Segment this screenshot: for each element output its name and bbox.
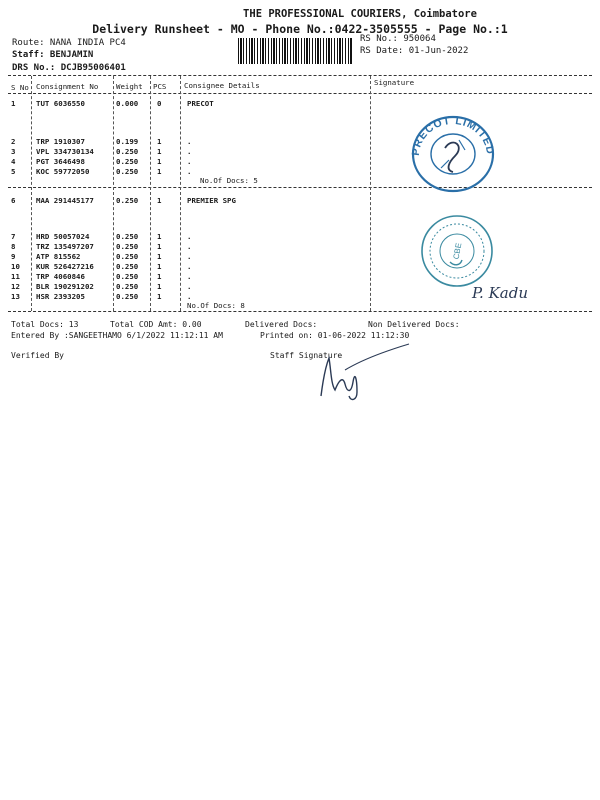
row-weight: 0.000	[116, 99, 139, 108]
col-header-weight: Weight	[116, 82, 143, 91]
row-pcs: 1	[157, 147, 162, 156]
row-pcs: 1	[157, 252, 162, 261]
row-pcs: 1	[157, 262, 162, 271]
row-sno: 8	[11, 242, 16, 251]
row-consignee: .	[187, 167, 192, 176]
total-docs: Total Docs: 13	[11, 320, 79, 329]
row-consignee: .	[187, 137, 192, 146]
row-pcs: 0	[157, 99, 162, 108]
row-weight: 0.250	[116, 262, 139, 271]
staff-signature-label: Staff Signature	[270, 351, 343, 360]
row-weight: 0.250	[116, 167, 139, 176]
table-row	[0, 262, 600, 272]
barcode	[238, 38, 352, 64]
table-header-rule	[8, 93, 592, 94]
row-pcs: 1	[157, 137, 162, 146]
runsheet-title: Delivery Runsheet - MO - Phone No.:0422-3505555 - Page No.:1	[92, 22, 508, 36]
rs-number: RS No.: 950064	[360, 34, 436, 44]
row-weight: 0.250	[116, 232, 139, 241]
row-pcs: 1	[157, 282, 162, 291]
row-consignee: .	[187, 292, 192, 301]
row-sno: 2	[11, 137, 16, 146]
row-consignment: TRP 1910307	[36, 137, 85, 146]
table-bottom-rule	[8, 311, 592, 312]
row-pcs: 1	[157, 272, 162, 281]
row-consignment: MAA 291445177	[36, 196, 94, 205]
row-weight: 0.250	[116, 282, 139, 291]
row-weight: 0.250	[116, 292, 139, 301]
row-pcs: 1	[157, 167, 162, 176]
row-consignment: PGT 3646498	[36, 157, 85, 166]
table-row	[0, 99, 600, 109]
col-header-consignee: Consignee Details	[184, 81, 260, 90]
stamp-text: CBE	[451, 242, 464, 260]
table-row	[0, 167, 600, 177]
row-sno: 1	[11, 99, 16, 108]
entered-by: Entered By :SANGEETHAMO 6/1/2022 11:12:11 AM	[11, 331, 223, 340]
row-sno: 9	[11, 252, 16, 261]
row-weight: 0.250	[116, 242, 139, 251]
row-weight: 0.250	[116, 147, 139, 156]
non-delivered-docs: Non Delivered Docs:	[368, 320, 460, 329]
row-weight: 0.250	[116, 157, 139, 166]
row-consignment: HSR 2393205	[36, 292, 85, 301]
svg-text:PRECOT LIMITED	[410, 115, 496, 156]
row-pcs: 1	[157, 292, 162, 301]
rs-date: RS Date: 01-Jun-2022	[360, 46, 469, 56]
row-consignee: .	[187, 242, 192, 251]
row-pcs: 1	[157, 196, 162, 205]
col-header-pcs: PCS	[153, 82, 167, 91]
group-divider	[8, 187, 592, 188]
row-sno: 13	[11, 292, 20, 301]
row-consignee: PRECOT	[187, 99, 214, 108]
row-consignee: .	[187, 272, 192, 281]
row-consignee: .	[187, 232, 192, 241]
row-pcs: 1	[157, 242, 162, 251]
table-row	[0, 232, 600, 242]
drs-number: DRS No.: DCJB95006401	[12, 63, 126, 73]
row-weight: 0.199	[116, 137, 139, 146]
staff-signature-scribble	[305, 340, 415, 402]
table-row	[0, 157, 600, 167]
staff-label: Staff: BENJAMIN	[12, 50, 94, 60]
table-row	[0, 252, 600, 262]
row-consignee: .	[187, 147, 192, 156]
docs-count-note: No.Of Docs: 8	[187, 301, 245, 310]
row-sno: 11	[11, 272, 20, 281]
row-sno: 5	[11, 167, 16, 176]
col-header-sno: S No	[11, 83, 29, 92]
company-stamp	[405, 110, 500, 195]
row-consignment: HRD 50057024	[36, 232, 90, 241]
row-consignment: ATP 815562	[36, 252, 81, 261]
row-consignment: BLR 190291202	[36, 282, 94, 291]
row-pcs: 1	[157, 232, 162, 241]
row-consignment: KUR 526427216	[36, 262, 94, 271]
row-consignment: TRZ 135497207	[36, 242, 94, 251]
table-row	[0, 147, 600, 157]
row-sno: 3	[11, 147, 16, 156]
row-weight: 0.250	[116, 272, 139, 281]
total-cod-amount: Total COD Amt: 0.00	[110, 320, 202, 329]
row-consignment: TUT 6036550	[36, 99, 85, 108]
row-consignment: TRP 4060846	[36, 272, 85, 281]
signature-text: P. Kadu	[472, 284, 529, 302]
row-pcs: 1	[157, 157, 162, 166]
docs-count-note: No.Of Docs: 5	[200, 176, 258, 185]
verified-by-label: Verified By	[11, 351, 64, 360]
row-sno: 7	[11, 232, 16, 241]
company-title: THE PROFESSIONAL COURIERS, Coimbatore	[243, 8, 477, 20]
table-row	[0, 242, 600, 252]
col-header-consignment: Consignment No	[36, 82, 99, 91]
row-sno: 6	[11, 196, 16, 205]
row-consignment: VPL 334730134	[36, 147, 94, 156]
row-consignee: .	[187, 157, 192, 166]
route-label: Route: NANA INDIA PC4	[12, 38, 126, 48]
stamp-text: PRECOT LIMITED	[409, 114, 497, 157]
table-top-rule	[8, 75, 592, 76]
row-weight: 0.250	[116, 252, 139, 261]
col-header-signature: Signature	[374, 78, 415, 87]
row-sno: 4	[11, 157, 16, 166]
table-row	[0, 196, 600, 206]
row-consignee: PREMIER SPG	[187, 196, 236, 205]
row-sno: 12	[11, 282, 20, 291]
receiver-signature	[470, 278, 550, 308]
printed-on: Printed on: 01-06-2022 11:12:30	[260, 331, 410, 340]
delivered-docs: Delivered Docs:	[245, 320, 318, 329]
row-consignee: .	[187, 252, 192, 261]
row-weight: 0.250	[116, 196, 139, 205]
row-consignee: .	[187, 282, 192, 291]
row-sno: 10	[11, 262, 20, 271]
table-row	[0, 137, 600, 147]
row-consignee: .	[187, 262, 192, 271]
row-consignment: KOC 59772050	[36, 167, 90, 176]
